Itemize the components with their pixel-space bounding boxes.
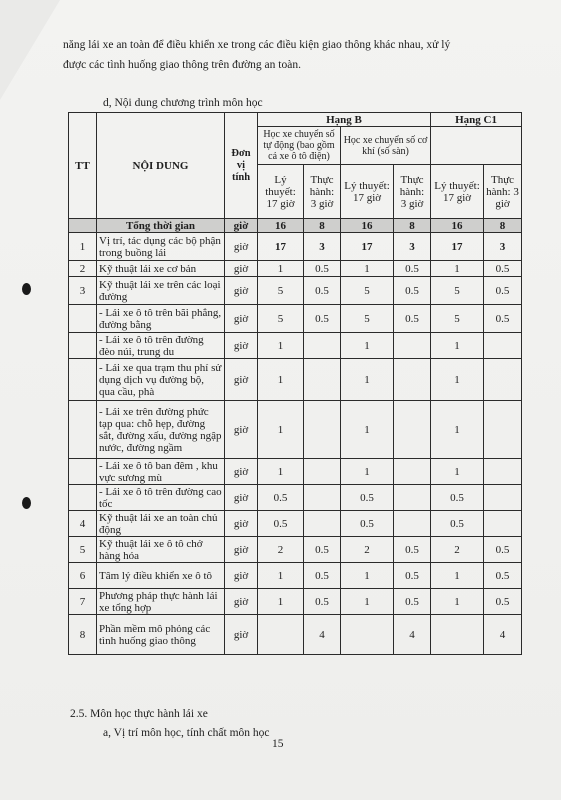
row-value: 0.5 [304, 277, 341, 305]
row-value: 0.5 [304, 261, 341, 277]
row-value: 1 [341, 459, 394, 485]
row-content: Kỹ thuật lái xe trên các loại đường [97, 277, 225, 305]
row-value: 0.5 [431, 511, 484, 537]
total-value: 16 [431, 219, 484, 233]
row-value: 0.5 [484, 277, 522, 305]
row-value: 0.5 [258, 511, 304, 537]
row-tt: 2 [69, 261, 97, 277]
row-value: 1 [258, 589, 304, 615]
row-unit: giờ [225, 615, 258, 655]
table-row [69, 485, 522, 511]
row-tt [69, 485, 97, 511]
punch-hole [22, 283, 31, 295]
row-value [394, 485, 431, 511]
row-value: 0.5 [341, 485, 394, 511]
row-value: 1 [431, 563, 484, 589]
row-value [484, 333, 522, 359]
row-value [304, 459, 341, 485]
header-theory: Lý thuyết: 17 giờ [258, 165, 304, 219]
row-content: Tâm lý điều khiển xe ô tô [97, 563, 225, 589]
row-unit: giờ [225, 401, 258, 459]
row-value: 1 [258, 261, 304, 277]
row-tt: 8 [69, 615, 97, 655]
row-value [394, 359, 431, 401]
total-label: Tổng thời gian [97, 219, 225, 233]
row-tt: 6 [69, 563, 97, 589]
row-value: 17 [341, 233, 394, 261]
row-tt [69, 401, 97, 459]
row-content: - Lái xe ô tô ban đêm , khu vực sương mù [97, 459, 225, 485]
row-value: 1 [258, 359, 304, 401]
row-value: 17 [431, 233, 484, 261]
header-hang-c1: Hạng C1 [431, 113, 522, 127]
total-value: 16 [258, 219, 304, 233]
header-content: NỘI DUNG [97, 113, 225, 219]
header-hang-b: Hạng B [258, 113, 431, 127]
row-tt: 4 [69, 511, 97, 537]
row-value: 4 [304, 615, 341, 655]
row-value: 1 [341, 563, 394, 589]
row-value: 0.5 [484, 563, 522, 589]
row-unit: giờ [225, 485, 258, 511]
row-value: 3 [484, 233, 522, 261]
row-value: 1 [431, 401, 484, 459]
row-value: 2 [431, 537, 484, 563]
row-unit: giờ [225, 589, 258, 615]
total-unit: giờ [225, 219, 258, 233]
row-tt [69, 459, 97, 485]
row-value [258, 615, 304, 655]
table-row [69, 615, 522, 655]
header-c1-blank [431, 127, 522, 165]
table-row [69, 359, 522, 401]
row-value: 0.5 [394, 305, 431, 333]
section-heading-d: d, Nội dung chương trình môn học [103, 97, 263, 109]
row-content: - Lái xe ô tô trên bãi phẳng, đường bằng [97, 305, 225, 333]
row-value: 2 [258, 537, 304, 563]
row-value [304, 511, 341, 537]
row-value [394, 459, 431, 485]
header-tt: TT [69, 113, 97, 219]
row-value: 0.5 [484, 305, 522, 333]
row-value [304, 359, 341, 401]
row-value: 0.5 [304, 537, 341, 563]
row-value: 0.5 [304, 589, 341, 615]
row-unit: giờ [225, 233, 258, 261]
row-value [484, 401, 522, 459]
row-unit: giờ [225, 563, 258, 589]
row-value: 5 [431, 305, 484, 333]
row-unit: giờ [225, 459, 258, 485]
curriculum-table [68, 112, 522, 655]
row-content: Phương pháp thực hành lái xe tổng hợp [97, 589, 225, 615]
row-value: 4 [394, 615, 431, 655]
row-value: 3 [394, 233, 431, 261]
row-value [394, 333, 431, 359]
row-value: 4 [484, 615, 522, 655]
row-value: 1 [431, 359, 484, 401]
total-value: 8 [304, 219, 341, 233]
row-tt: 3 [69, 277, 97, 305]
row-value: 0.5 [394, 563, 431, 589]
row-unit: giờ [225, 305, 258, 333]
row-unit: giờ [225, 359, 258, 401]
row-value: 5 [341, 277, 394, 305]
row-value: 2 [341, 537, 394, 563]
row-tt: 7 [69, 589, 97, 615]
header-practice: Thực hành: 3 giờ [394, 165, 431, 219]
row-value [304, 485, 341, 511]
header-practice: Thực hành: 3 giờ [484, 165, 522, 219]
table-row [69, 305, 522, 333]
table-row [69, 333, 522, 359]
row-content: - Lái xe qua trạm thu phí sử dụng dịch vụ đường bộ, qua cầu, phà [97, 359, 225, 401]
row-value: 1 [341, 333, 394, 359]
row-content: - Lái xe ô tô trên đường cao tốc [97, 485, 225, 511]
row-tt [69, 333, 97, 359]
row-value: 1 [341, 401, 394, 459]
row-value [394, 401, 431, 459]
header-practice: Thực hành: 3 giờ [304, 165, 341, 219]
row-value: 1 [431, 261, 484, 277]
row-value: 0.5 [394, 537, 431, 563]
row-unit: giờ [225, 511, 258, 537]
header-theory: Lý thuyết: 17 giờ [431, 165, 484, 219]
row-unit: giờ [225, 277, 258, 305]
total-value: 8 [484, 219, 522, 233]
header-theory: Lý thuyết: 17 giờ [341, 165, 394, 219]
row-value: 5 [258, 277, 304, 305]
row-content: Kỹ thuật lái xe cơ bản [97, 261, 225, 277]
intro-line: năng lái xe an toàn để điều khiển xe trong các điều kiện giao thông khác nhau, xử lý [63, 39, 451, 51]
row-value: 0.5 [341, 511, 394, 537]
row-value [484, 511, 522, 537]
header-auto: Học xe chuyển số tự động (bao gồm cả xe ô tô điện) [258, 127, 341, 165]
table-body [69, 233, 522, 655]
row-value: 1 [258, 459, 304, 485]
total-tt [69, 219, 97, 233]
row-content: Kỹ thuật lái xe an toàn chủ động [97, 511, 225, 537]
row-unit: giờ [225, 261, 258, 277]
table-row [69, 261, 522, 277]
table-row [69, 233, 522, 261]
row-value: 1 [431, 459, 484, 485]
row-value [431, 615, 484, 655]
row-value: 0.5 [394, 589, 431, 615]
total-value: 8 [394, 219, 431, 233]
row-value: 1 [341, 359, 394, 401]
punch-hole [22, 497, 31, 509]
row-value: 5 [258, 305, 304, 333]
row-tt: 5 [69, 537, 97, 563]
row-content: - Lái xe trên đường phức tạp qua: chỗ hẹp, đường sắt, đường xấu, đường ngập nước, đường ngầm [97, 401, 225, 459]
section-heading-2-5: 2.5. Môn học thực hành lái xe [70, 708, 208, 720]
page-number: 15 [272, 738, 284, 750]
row-value [484, 485, 522, 511]
table-row [69, 537, 522, 563]
row-value [341, 615, 394, 655]
row-value: 1 [341, 589, 394, 615]
row-value [304, 401, 341, 459]
row-content: Kỹ thuật lái xe ô tô chở hàng hóa [97, 537, 225, 563]
page-fold-shadow [0, 0, 60, 100]
total-value: 16 [341, 219, 394, 233]
row-value [304, 333, 341, 359]
row-value: 0.5 [431, 485, 484, 511]
header-unit: Đơn vị tính [225, 113, 258, 219]
row-value: 1 [258, 401, 304, 459]
intro-line: được các tình huống giao thông trên đường an toàn. [63, 59, 301, 71]
row-value: 1 [431, 589, 484, 615]
row-value: 1 [258, 563, 304, 589]
row-value: 17 [258, 233, 304, 261]
row-value: 1 [341, 261, 394, 277]
row-tt: 1 [69, 233, 97, 261]
table-row [69, 459, 522, 485]
row-value: 0.5 [394, 261, 431, 277]
intro-paragraph [63, 35, 523, 75]
row-value: 0.5 [304, 563, 341, 589]
table-row [69, 563, 522, 589]
row-tt [69, 359, 97, 401]
row-value: 3 [304, 233, 341, 261]
row-tt [69, 305, 97, 333]
row-value: 0.5 [484, 537, 522, 563]
row-value: 1 [431, 333, 484, 359]
row-content: Phần mềm mô phỏng các tình huống giao thông [97, 615, 225, 655]
row-unit: giờ [225, 333, 258, 359]
row-value: 0.5 [484, 261, 522, 277]
row-unit: giờ [225, 537, 258, 563]
header-manual: Học xe chuyển số cơ khí (số sàn) [341, 127, 431, 165]
row-value: 0.5 [304, 305, 341, 333]
row-value: 5 [341, 305, 394, 333]
row-content: - Lái xe ô tô trên đường đèo núi, trung du [97, 333, 225, 359]
row-value [394, 511, 431, 537]
section-heading-a: a, Vị trí môn học, tính chất môn học [103, 727, 270, 739]
row-value: 0.5 [484, 589, 522, 615]
table-row [69, 511, 522, 537]
row-value: 1 [258, 333, 304, 359]
row-value: 5 [431, 277, 484, 305]
row-content: Vị trí, tác dụng các bộ phận trong buồng lái [97, 233, 225, 261]
row-value: 0.5 [258, 485, 304, 511]
row-value [484, 359, 522, 401]
table-row [69, 589, 522, 615]
table-row [69, 277, 522, 305]
row-value: 0.5 [394, 277, 431, 305]
table-row [69, 401, 522, 459]
row-value [484, 459, 522, 485]
